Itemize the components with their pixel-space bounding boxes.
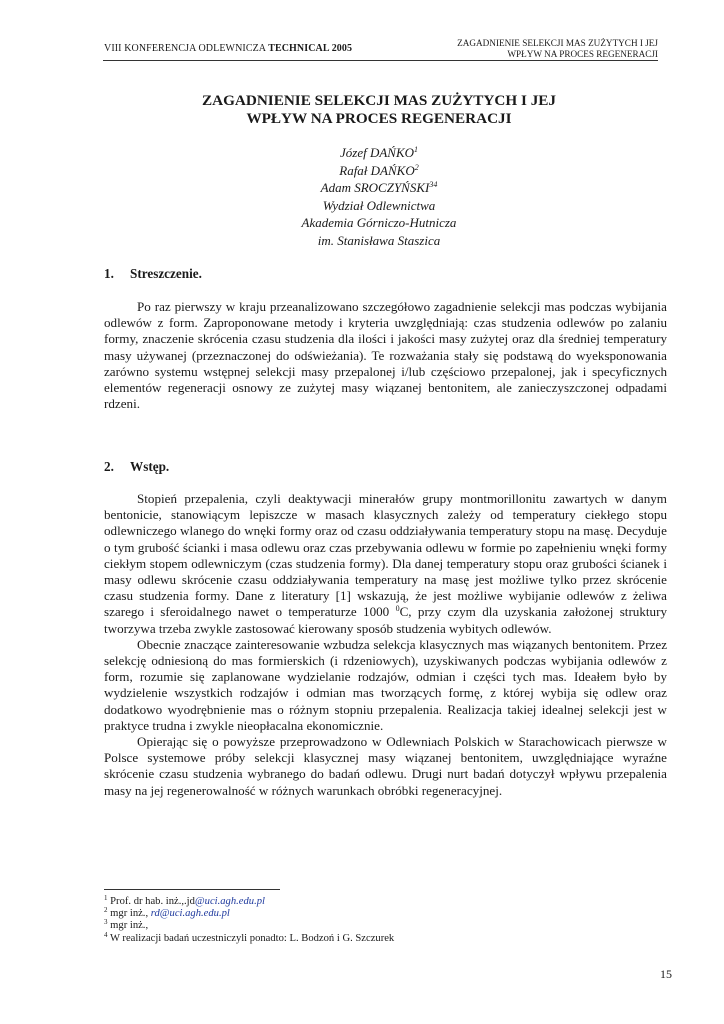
- section-heading-1: 1. Streszczenie.: [104, 266, 202, 281]
- abstract-paragraph: Po raz pierwszy w kraju przeanalizowano szczegółowo zagadnienie selekcji mas podczas wybijania odlewów z form. Zaproponowane metody i kryteria uwzględniają: czas studzenia odlewów po zalaniu formy, znaczenie skrócenia czasu studzenia dla ilości i jakości masy zużytej oraz dla średniej temperatury masy używanej (przeznaczonej do odświeżania). Te rozważania stały się podstawą do wyeksponowania zarówno systemu wstępnej selekcji masy przepalonej i/lub częściowo przepalonej, jak i specyficznych elementów regeneracji osnowy ze zużytej masy wiązanej bentonitem, ale zanieczyszczonej odpadami rdzeni.: [104, 299, 667, 412]
- intro-paragraph-3: Opierając się o powyższe przeprowadzono w Odlewniach Polskich w Starachowicach pierwsze w Polsce systemowe próby selekcji klasycznej masy wiązanej bentonitem, uwzględniające wyraźne skrócenie czasu studzenia wybranego do badań odlewu. Drugi nurt badań dotyczył wpływu przepalenia masy na jej regenerowalność w różnych warunkach obróbki regeneracyjnej.: [104, 734, 667, 798]
- running-title-line1: ZAGADNIENIE SELEKCJI MAS ZUŻYTYCH I JEJ: [457, 38, 658, 48]
- header-rule: [103, 60, 658, 61]
- footnote-1: $^1$ Prof. dr hab. inż.,.jd@uci.agh.edu.pl: [104, 894, 265, 907]
- section-heading-2: 2. Wstęp.: [104, 459, 170, 474]
- paper-title: [100, 92, 658, 128]
- email-link[interactable]: @uci.agh.edu.pl: [194, 896, 265, 907]
- author-1: Józef DAŃKO$^1$: [339, 145, 419, 160]
- introduction-body: [104, 491, 667, 799]
- title-line1: ZAGADNIENIE SELEKCJI MAS ZUŻYTYCH I JEJ: [201, 92, 557, 109]
- running-header-right: [398, 38, 658, 60]
- footnotes: [104, 896, 394, 945]
- email-link[interactable]: rd@uci.agh.edu.pl: [150, 908, 230, 920]
- footnote-4: $^4$ W realizacji badań uczestniczyli ponadto: L. Bodzoń i G. Szczurek: [104, 930, 395, 944]
- footnote-rule: [104, 889, 280, 890]
- footnote-3: $^3$ mgr inż.,: [104, 918, 149, 932]
- affiliation-university: Akademia Górniczo-Hutnicza: [301, 215, 457, 231]
- title-line2: WPŁYW NA PROCES REGENERACJI: [246, 110, 512, 127]
- conference-name: VIII KONFERENCJA ODLEWNICZA: [104, 43, 266, 54]
- author-block: [100, 144, 658, 250]
- running-header-left: [104, 43, 352, 54]
- intro-paragraph-2: Obecnie znaczące zainteresowanie wzbudza selekcja klasycznych mas wiązanych bentonitem. Przez selekcję odniesioną do mas formierskich (i rdzeniowych), uzyskiwanych podczas wybijania odlewów z form, rozumie się zaplanowane wydzielanie rodzajów, odmian i części tych mas. Ideałem było by wydzielenie wszystkich rodzajów i odmian mas tworzących formę, z której wybija się odlew oraz dodatkowo wyodrębnienie mas o różnym stopniu przepalenia. Realizacja takiej idealnej selekcji jest w praktyce trudna i zwykle nieopłacalna ekonomicznie.: [104, 636, 667, 733]
- conference-name-bold: TECHNICAL 2005: [268, 43, 353, 54]
- intro-paragraph-1: Stopień przepalenia, czyli deaktywacji minerałów grupy montmorillonitu zawartych w danym bentonicie, stanowiącym lepiszcze w masach klasycznych zależy od temperatury ciekłego stopu odlewniczego wlanego do wnęki formy oraz od czasu oddziaływania temperatury stopu na masę. Decyduje o tym grubość ścianki i masa odlewu oraz czas przebywania odlewu w formie po zapełnieniu wnęki formy ciekłym stopem odlewniczym (czas studzenia formy). Dla danej temperatury stopu oraz grubości ścianek i masy odlewu skrócenie czasu oddziaływania temperatury na masę jest możliwe tylko przez skrócenie czasu studzenia formy. Dane z literatury [1] wskazują, że jest możliwe wybijanie odlewów z żeliwa szarego i sferoidalnego nawet o temperaturze 1000 $^0$C, przy czym dla uzyskania założonej struktury tworzywa trzeba zwykle zastosować kierowany sposób studzenia wybitych odlewów.: [104, 491, 667, 636]
- page-number: 15: [660, 967, 672, 981]
- author-2: Rafał DAŃKO$^2$: [339, 162, 419, 178]
- running-title-line2: WPŁYW NA PROCES REGENERACJI: [507, 49, 658, 59]
- affiliation-faculty: Wydział Odlewnictwa: [322, 197, 436, 213]
- footnote-2: $^2$ mgr inż., rd@uci.agh.edu.pl: [104, 906, 230, 920]
- author-3: Adam SROCZYŃSKI$^{34}$: [320, 180, 438, 196]
- affiliation-university-name: im. Stanisława Staszica: [317, 232, 441, 248]
